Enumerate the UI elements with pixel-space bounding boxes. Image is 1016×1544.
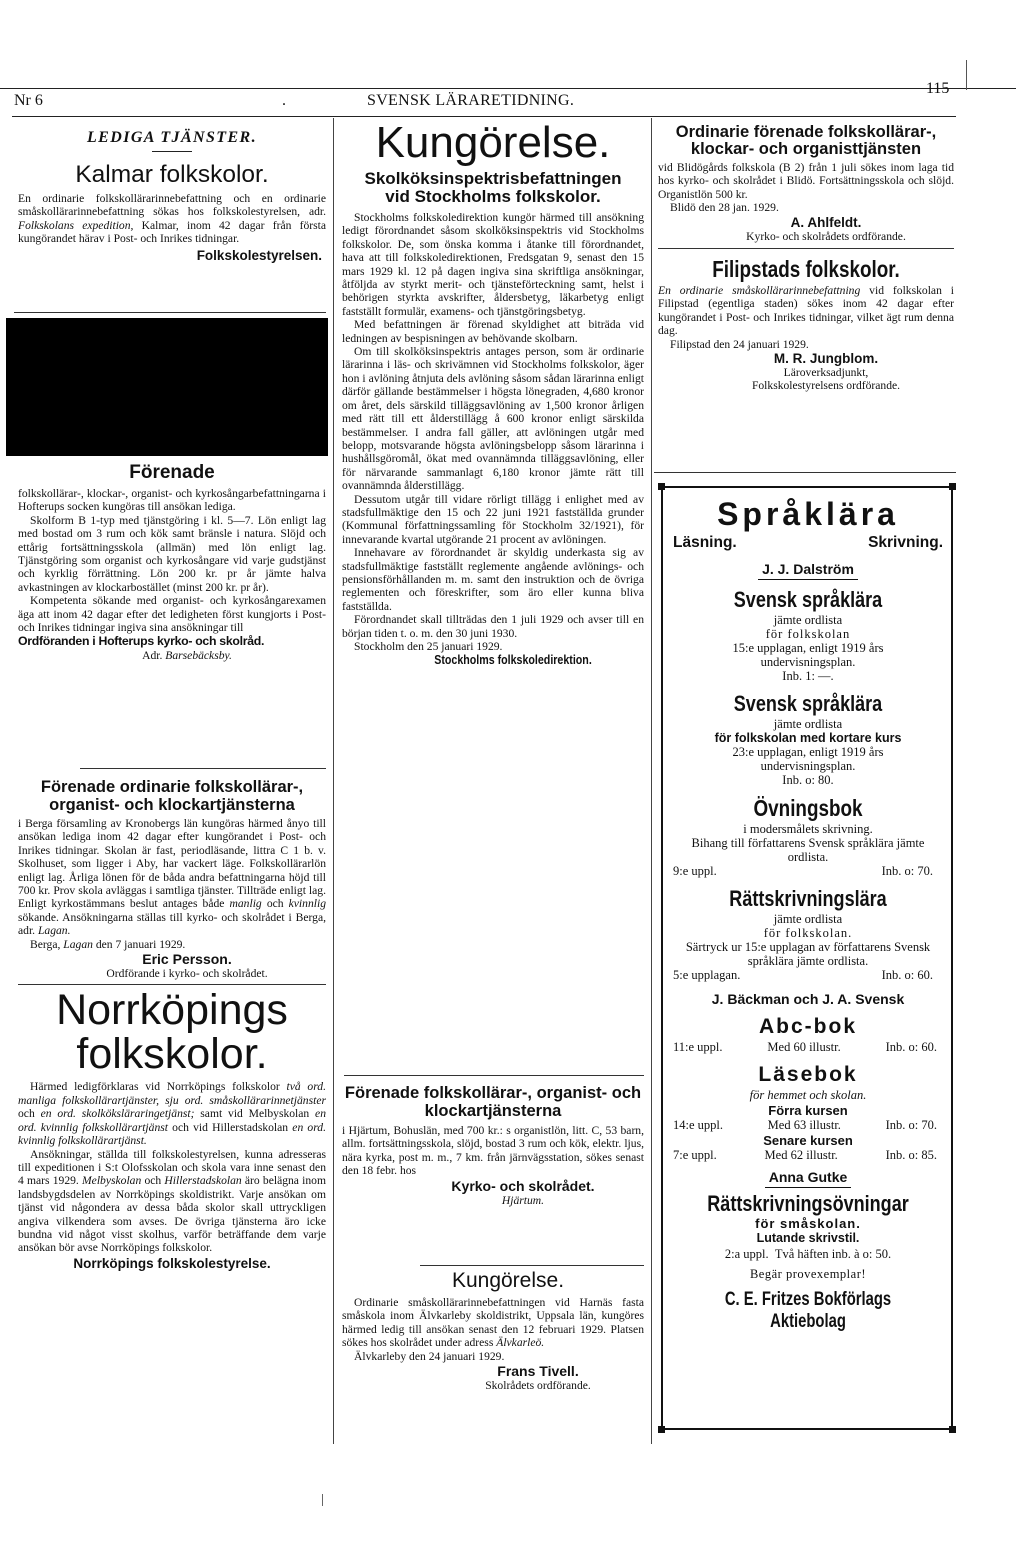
page-header [14,80,964,114]
hofterup-address [18,649,326,662]
book-1-title-text: Svensk språklära [733,587,883,612]
book-2-l4: undervisningsplan. [760,759,856,773]
hofterup-p2: Skolform B 1-typ med tjänstgöring i kl. 5—7. Lön enligt lag med bostad om 3 rum och kök samt bränsle i natura. Slöjd och ettårig fortsättningsskola (allmän) med lön enligt lag. Tjänstgöring som organist och kyrkosångare vid varje gudstjänst och kyrklig förrättning. Lön 200 kr. pr år jämte halva avkastningen av klockarbostället (minst 200 kr. pr år). [18,513,326,594]
book-3-row [673,864,943,878]
book-1-l2: för folkskolan [765,627,851,641]
book-6-c2-desc: Med 62 illustr. [764,1148,838,1162]
kalmar-text-a: En ordinarie folkskollärarinnebefattning och en ordinarie småskollärarinnebefattning sökas hos folkskolestyrelsen, adr. [18,192,326,219]
skolkok-p3: Om till skolköksinspektris antages person, som är ordinarie lärarinna i läs- och skrivämnen vid Stockholms folkskolor, äger hon i avlöning åtnjuta dels avlöning såsom sådan lärarinna enligt därför gällande bestämmelser i högsta lönegraden, 4,680 kronor om året, dels särskild tilläggsavlöning av 1,500 kronor årligen med rätt till ett ålderstillägg å 600 kronor enligt särskilda bestämmelser. I andra fall gäller, att avlöningen utgår med belopp, motsvarande högsta avlöningsbelopp såsom lärarinna i hushållsgöromål, ökat med ovannämnda tilläggsavlöning, eller för närvarande sammanlagt 6,180 kronor jämte rätt till ovannämnda ålderstillägg. [342,345,644,493]
book-7-desc: Två häften inb. à o: 50. [774,1247,892,1261]
journal-title: SVENSK LÄRARETIDNING. [367,92,575,109]
book-2-l2: för folkskolan med kortare kurs [714,731,902,745]
corner-ornament [658,1426,665,1433]
book-3-l1: i modersmålets skrivning. [743,822,873,836]
berga-date-b: den 7 januari 1929. [92,937,186,951]
column-2b [342,1084,644,1207]
kalmar-text [18,192,326,246]
skolkok-signature [342,653,644,666]
book-4-title [673,886,943,912]
norrkoping-p2em1: Melbyskolan [82,1174,142,1188]
book-1-title [673,587,943,613]
hofterup-adr-label: Adr. [142,648,166,662]
hofterup-signature: Ordföranden i Hofterups kyrko- och skolråd. [18,634,265,649]
skolkok-p4: Dessutom utgår till vidare rörligt tillägg i enlighet med av stadsfullmäktige den 15 och 22 juni 1921 fastställda grunder (Kommunal författningssamling för Stockholm 32/1921), för innevarande kvartal utgörande 21 procent av avlöningen. [342,492,644,546]
skolkok-signature-text: Stockholms folkskoledirektion. [434,652,592,668]
norrkoping-p1em2: en ord. skolköksläraringetjänst; [40,1107,195,1121]
filipstad-title-text: Filipstads folkskolor. [712,256,900,283]
berga-text-a: i Berga församling av Kronobergs län kungöras härmed ånyo till ansökan lediga inom 42 dagar efter kungörandet i Post- och Inrikes tidningar. Skolan är fast, periodläsande, littra C 1 b. v. Skolhuset, som ligger i Aby, har vackert läge. Folkskollärarlön enligt lag. Årliga lönen för de båda andra befattningarna höjd till 700 kr. Prov skola avläggas i samtliga tjänster. Tillträde enligt lag. Enligt kyrkostämmans beslut antages både [18,817,326,911]
header-dot: . [282,92,286,109]
hjartum-place: Hjärtum. [501,1193,545,1207]
divider-4 [344,1075,644,1076]
alvkarleby-name: Frans Tivell. [497,1363,579,1380]
book-6-c2-edition: 7:e uppl. [673,1148,717,1162]
book-6-course-2: Senare kursen [763,1133,853,1148]
ad-subtitle-right: Skrivning. [868,534,943,551]
norrkoping-p1b: och [18,1107,41,1121]
divider-2 [80,768,326,769]
book-7-l2: Lutande skrivstil. [756,1231,860,1245]
book-advertisement [661,486,953,1430]
norrkoping-p1em3: en ord. kvinnlig folkskollärartjänst [18,1107,326,1134]
kalmar-text-em: Folkskolans expedition, [18,218,134,232]
book-4-row [673,968,943,982]
ad-subtitle [673,534,943,552]
norrkoping-p1d: och vid Hillerstadskolan [167,1120,293,1134]
author-3-text: Anna Gutke [765,1169,852,1188]
skolkok-p1: Stockholms folkskoledirektion kungör härmed till ansökning ledigt förordnandet såsom skolköksinspektris vid Stockholms folkskolor. De, som önska komma i åtanke till förordnandet, hava att till folkskoledirektionen, Fredsgatan 9, senast den 15 mars 1929 kl. 12 på dagen ingiva sina skriftliga ansökningar, åtföljda av styrkt merit- och tjänsteförteckning samt, helst i behörigen styrkta avskrifter, åldersbetyg, läkarbetyg enligt fastställt formulär, examens- och tjänstgöringsbetyg. [342,211,644,318]
book-3-l2: Bihang till författarens Svensk språklära jämte ordlista. [691,836,925,864]
hofterup-notice [18,462,326,662]
section-heading: LEDIGA TJÄNSTER. [87,129,257,146]
book-6-subtitle: för hemmet och skolan. [749,1088,867,1102]
blido-title: Ordinarie förenade folkskollärar-, klockar- och organisttjänsten [675,123,937,158]
berga-text [18,817,326,938]
corner-ornament [949,1426,956,1433]
alvkarleby-text-a: Ordinarie småskollärarinnebefattningen vid Harnäs fasta småskola inom Älvkarleby skoldistrikt, Uppsala län, kungöres härmed ledig till ansökan senast den 12 februari 1929. Platsen sökes hos skolrådet under adress [342,1296,644,1350]
berga-name: Eric Persson. [142,951,232,968]
alvkarleby-title: Kungörelse. [451,1269,565,1292]
book-4-title-text: Rättskrivningslära [729,886,887,911]
divider-6 [658,248,954,249]
column-1b [18,462,326,662]
book-1-l5: Inb. 1: —. [782,669,834,683]
divider-5 [420,1265,644,1266]
book-5-row [673,1040,943,1054]
publisher [673,1289,943,1333]
skolkok-date: Stockholm den 25 januari 1929. [354,640,503,653]
divider-1 [14,312,326,313]
filipstad-em: En ordinarie småskollärarinnebefattning [658,284,861,298]
berga-title: Förenade ordinarie folkskollärar-, organist- och klockartjänsterna [40,778,304,814]
top-rule [0,88,1016,89]
book-5-price: Inb. o: 60. [885,1040,937,1054]
norrkoping-p1em4: en ord. kvinnlig folkskollärartjänst. [18,1120,327,1148]
berga-date-em: Lagan [63,937,93,951]
divider-3 [18,984,326,985]
book-3-title-text: Övningsbok [753,795,863,821]
kalmar-title: Kalmar folkskolor. [75,161,269,188]
header-rule [12,116,956,117]
book-1-l4: undervisningsplan. [760,655,856,669]
blido-notice [658,124,954,243]
column-2c [342,1268,644,1392]
book-6-title: Läsebok [758,1063,858,1086]
filipstad-text [658,284,954,338]
ad-cta: Begär provexemplar! [749,1267,867,1281]
norrkoping-p2 [18,1148,326,1255]
berga-em1: manlig [229,897,262,911]
norrkoping-p2a: Ansökningar, ställda till folkskolestyrelsen, kunna adresseras till expeditionen i S:t Olofsskolan och skola vara inne senast den 4 mars 1929. [18,1147,326,1188]
filipstad-role-2: Folkskolestyrelsens ordförande. [751,379,901,393]
redacted-block [6,318,328,456]
author-3 [673,1170,943,1185]
kalmar-signature: Folkskolestyrelsen. [196,247,322,263]
alvkarleby-date: Älvkarleby den 24 januari 1929. [354,1349,505,1363]
norrkoping-title-1: Norrköpings [56,986,288,1035]
book-6-course-2-row [673,1148,943,1162]
norrkoping-p2b: och [141,1174,165,1188]
berga-date-a: Berga, [30,937,64,951]
book-3-title [673,795,943,822]
filipstad-role-1: Läroverksadjunkt, [783,366,869,380]
column-rule-2 [651,118,652,1444]
hjartum-text: i Hjärtum, Bohuslän, med 700 kr.: s organistlön, litt. C, 53 barn, allm. fortsättningsskola, slöjd, bostad 3 rum och kök, elektr. ljus, nära kyrka, post m. m., 7 km. från järnvägsstation, sökes senast den 18 febr. hos [342,1124,644,1178]
column-2 [342,118,644,667]
book-2-title [673,691,943,717]
book-5-desc: Med 60 illustr. [767,1040,841,1054]
book-5-edition: 11:e uppl. [673,1040,723,1054]
norrkoping-p2c: äro belägna inom landsbygdsdelen av Norrköpings skoldistrikt. Varje ansökan om tjänst vid någondera av dessa båda skolor skall uttryckligen angiva vilkendera som avses. De övriga tjänsterna äro icke bundna vid något visst skolhus, varför beträffande dem varje ansökan bör avse Norrköpings folkskolor. [18,1174,326,1255]
berga-mid: och [261,897,289,911]
filipstad-text-b: vid folkskolan i Filipstad (egentliga staden) sökes inom 42 dagar efter kungörandet i Post- och Inrikes tidningar, vilket ägt rum denna dag. [658,284,954,338]
norrkoping-title-2: folkskolor. [76,1030,268,1079]
hofterup-p3: Kompetenta sökande med organist- och kyrkosångarexamen äga att inom 42 dagar efter det ledigheten först kungjorts i Post- och Inrikes tidningar ingiva sina ansökningar till [18,594,326,635]
book-3-price: Inb. o: 70. [881,864,933,878]
book-1-l3: 15:e upplagan, enligt 1919 års [732,641,884,655]
book-7-l1: för småskolan. [755,1216,861,1231]
book-3-edition: 9:e uppl. [673,864,717,878]
berga-role: Ordförande i kyrko- och skolrådet. [106,967,268,981]
alvkarleby-text [342,1296,644,1350]
issue-number: Nr 6 [14,92,43,109]
skolkok-p6: Förordnandet skall tillträdas den 1 juli 1929 och avser till en början tiden t. o. m. den 30 juni 1930. [342,613,644,640]
book-1-l1: jämte ordlista [773,613,843,627]
ad-content [673,496,943,1333]
berga-em2: kvinnlig [288,897,326,911]
berga-notice [18,778,326,980]
berga-em3: Lagan. [37,924,71,938]
book-2-l3: 23:e upplagan, enligt 1919 års [732,745,884,759]
skolkok-p2: Med befattningen är förenad skyldighet att biträda vid ledningen av bespisningen av behövande skolbarn. [342,318,644,345]
divider-7 [654,472,956,473]
corner-ornament [949,483,956,490]
book-2-l5: Inb. o: 80. [782,773,834,787]
column-1c [18,778,326,1270]
kalmar-text-b: Kalmar, inom 42 dagar från första kungörandet härav i Post- och Inrikes tidningar. [18,218,326,246]
hofterup-adr: Barsebäcksby. [165,648,232,662]
alvkarleby-role: Skolrådets ordförande. [485,1379,591,1393]
book-6-c2-price: Inb. o: 85. [885,1148,937,1162]
blido-role: Kyrko- och skolrådets ordförande. [746,229,906,243]
berga-text-b: sökande. Ansökningarna ställas till kyrko- och skolrådet i Berga, adr. [18,910,326,938]
hjartum-signature: Kyrko- och skolrådet. [451,1177,595,1194]
hofterup-title: Förenade [129,462,215,483]
norrkoping-p1em1: två ord. manliga folkskollärartjänster, sju ord. småskollärarinnetjänster [18,1080,326,1107]
book-4-edition: 5:e upplagan. [673,968,741,982]
book-4-l1: jämte ordlista [773,912,843,926]
blido-text: vid Blidögårds folkskola (B 2) från 1 juli sökes inom laga tid hos kyrko- och skolrådet i Blidö. Fortsättningsskola och slöjd. Organistlön 500 kr. [658,161,954,201]
book-4-price: Inb. o: 60. [881,968,933,982]
corner-ornament [658,483,665,490]
blido-date: Blidö den 28 jan. 1929. [670,201,779,215]
page-number: 115 [926,80,950,97]
book-2-l1: jämte ordlista [773,717,843,731]
skolkok-notice [342,118,644,667]
filipstad-title [658,255,954,283]
skolkok-title: Kungörelse. [375,118,611,167]
book-6-c1-edition: 14:e uppl. [673,1118,723,1132]
book-7-row [673,1247,943,1261]
column-1 [18,128,326,262]
column-rule-1 [333,118,334,1444]
norrkoping-p1a: Härmed ledigförklaras vid Norrköpings folkskolor [30,1080,287,1094]
skolkok-p5: Innehavare av förordnandet är skyldig underkasta sig av stadsfullmäktige fastställt reglemente angående avlönings- och pensionsförhållanden m. m. samt den instruktion och de övriga reglementen och föreskrifter, som äro eller kunna bliva fastställda. [342,546,644,613]
alvkarleby-notice [342,1268,644,1392]
book-5-title: Abc-bok [759,1015,857,1038]
author-2: J. Bäckman och J. A. Svensk [711,991,905,1007]
book-4-l2: för folkskolan. [763,926,853,940]
filipstad-date: Filipstad den 24 januari 1929. [670,337,809,351]
ad-subtitle-left: Läsning. [673,534,737,551]
book-7-edition: 2:a uppl. [724,1247,769,1261]
hjartum-notice [342,1084,644,1207]
norrkoping-signature: Norrköpings folkskolestyrelse. [73,1255,271,1271]
book-6-c1-desc: Med 63 illustr. [767,1118,841,1132]
book-7-title-text: Rättskrivningsövningar [707,1191,909,1216]
book-6-course-1-row [673,1118,943,1132]
filipstad-name: M. R. Jungblom. [773,351,879,367]
book-6-c1-price: Inb. o: 70. [885,1118,937,1132]
skolkok-subtitle: Skolköksinspektrisbefattningen vid Stockholms folkskolor. [364,169,622,206]
book-7-title [673,1191,943,1217]
column-3 [658,124,954,393]
norrkoping-p2em2: Hillerstadskolan [164,1174,242,1188]
blido-name: A. Ahlfeldt. [790,214,862,230]
book-2-title-text: Svensk språklära [733,691,883,716]
norrkoping-p1c: samt vid Melbyskolan [194,1107,316,1121]
norrkoping-p1 [18,1080,326,1147]
berga-date [18,938,326,951]
margin-tick [966,60,967,90]
filipstad-notice [658,255,954,393]
kalmar-notice [18,160,326,262]
hjartum-title: Förenade folkskollärar-, organist- och klockartjänsterna [344,1084,642,1120]
bottom-tick [322,1494,323,1506]
section-underline [152,151,192,152]
norrkoping-notice [18,987,326,1270]
book-6-course-1: Förra kursen [768,1103,848,1118]
publisher-text: C. E. Fritzes Bokförlags Aktiebolag [724,1289,892,1332]
hofterup-p1: folkskollärar-, klockar-, organist- och kyrkosångarbefattningarna i Hofterups socken kungöras till ansökan lediga. [18,487,326,514]
author-1-text: J. J. Dalström [758,561,858,580]
book-4-l3: Särtryck ur 15:e upplagan av författarens Svensk språklära jämte ordlista. [685,940,931,968]
alvkarleby-text-em: Älvkarleö. [496,1336,545,1350]
ad-title: Språklära [717,496,899,532]
author-1 [673,562,943,577]
